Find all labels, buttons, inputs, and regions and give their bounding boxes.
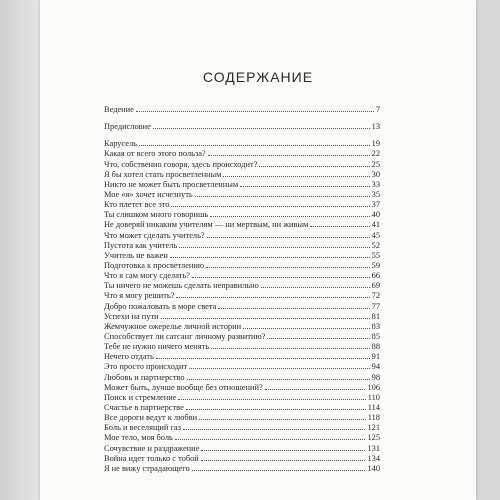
toc-entry-page: 125 bbox=[367, 433, 380, 443]
toc-entry bbox=[104, 189, 380, 199]
toc-entry bbox=[104, 260, 380, 270]
toc-entry-title: Может быть, лучше вообще без отношений? bbox=[104, 382, 263, 392]
toc-entry-page: 91 bbox=[371, 352, 380, 362]
toc-entry bbox=[104, 422, 380, 432]
toc-entry-title: Ты ничего не можешь сделать неправильно bbox=[104, 281, 259, 291]
toc-entry-page: 118 bbox=[367, 413, 380, 423]
toc-entry-page: 98 bbox=[371, 372, 380, 382]
toc-leader-dots bbox=[156, 351, 370, 359]
toc-entry-title: Поиск и стремление bbox=[104, 392, 177, 402]
toc-entry-page: 83 bbox=[371, 321, 380, 331]
toc-entry-page: 55 bbox=[371, 250, 380, 260]
toc-entry bbox=[104, 250, 380, 260]
toc-entry-title: Что может сделать учитель? bbox=[104, 230, 205, 240]
toc-entry bbox=[104, 148, 380, 158]
toc-entry-page: 7 bbox=[375, 105, 380, 114]
toc-entry-title: Карусель bbox=[104, 139, 137, 149]
toc-leader-dots bbox=[223, 169, 369, 177]
toc-entry-page: 88 bbox=[371, 342, 380, 352]
toc-entry-title: Мое тело, моя боль bbox=[104, 433, 173, 443]
toc-leader-dots bbox=[189, 361, 369, 369]
toc-entry-page: 77 bbox=[371, 301, 380, 311]
toc-entry-page: 81 bbox=[371, 311, 380, 321]
toc-leader-dots bbox=[175, 432, 366, 440]
toc-entry bbox=[104, 453, 380, 463]
toc-entry-title: Любовь и партнерство bbox=[104, 372, 185, 382]
toc-entry bbox=[104, 219, 380, 229]
toc-entry-page: 52 bbox=[371, 240, 380, 250]
toc-leader-dots bbox=[183, 422, 366, 430]
toc-entry-page: 72 bbox=[371, 291, 380, 301]
toc-entry-page: 13 bbox=[371, 122, 380, 132]
toc-entry bbox=[104, 331, 380, 341]
toc-entry-page: 114 bbox=[367, 402, 380, 412]
toc-leader-dots bbox=[201, 453, 366, 461]
toc-entry-title: Ты слишком много говоришь bbox=[104, 210, 209, 220]
toc-entry-title: Никто не может быть просветленным bbox=[104, 179, 239, 189]
toc-leader-dots bbox=[179, 240, 369, 248]
toc-entry-page: 59 bbox=[371, 260, 380, 270]
toc-entry-page: 22 bbox=[371, 149, 380, 159]
toc-entry-page: 19 bbox=[371, 139, 380, 149]
toc-leader-dots bbox=[195, 189, 370, 197]
book-spine-shadow bbox=[0, 0, 40, 500]
toc-entry-title: Кто плетет все это bbox=[104, 200, 170, 210]
toc-entry bbox=[104, 311, 380, 321]
toc-entry bbox=[104, 104, 380, 114]
toc-leader-dots bbox=[192, 270, 370, 278]
toc-leader-dots bbox=[265, 382, 366, 390]
toc-entry-page: 94 bbox=[371, 362, 380, 372]
toc-entry-title: Учитель не важен bbox=[104, 250, 168, 260]
toc-entry-page: 140 bbox=[367, 463, 380, 473]
toc-entry-title: Не доверяй никаким учителям — ни мертвым, ни живым bbox=[104, 220, 309, 230]
toc-entry bbox=[104, 341, 380, 351]
toc-entry-title: Нечего отдать bbox=[104, 352, 154, 362]
toc-entry bbox=[104, 290, 380, 300]
toc-entry-title: Тебе не нужно ничего менять bbox=[104, 342, 210, 352]
toc-entry bbox=[104, 209, 380, 219]
toc-entry-page: 30 bbox=[371, 169, 380, 179]
toc-entry bbox=[104, 280, 380, 290]
toc-leader-dots bbox=[240, 179, 369, 187]
toc-entry bbox=[104, 412, 380, 422]
toc-entry bbox=[104, 240, 380, 250]
toc-entry-title: Что я могу решить? bbox=[104, 291, 175, 301]
toc-entry-title: Это просто происходит bbox=[104, 362, 188, 372]
table-of-contents bbox=[104, 104, 380, 473]
toc-entry-page: 110 bbox=[367, 392, 380, 402]
toc-leader-dots bbox=[218, 301, 369, 309]
toc-leader-dots bbox=[207, 230, 370, 238]
toc-entry bbox=[104, 402, 380, 412]
toc-entry bbox=[104, 321, 380, 331]
toc-leader-dots bbox=[267, 331, 369, 339]
toc-entry bbox=[104, 432, 380, 442]
toc-entry-page: 85 bbox=[371, 331, 380, 341]
toc-leader-dots bbox=[208, 148, 370, 156]
toc-entry bbox=[104, 270, 380, 280]
toc-entry bbox=[104, 199, 380, 209]
toc-entry bbox=[104, 382, 380, 392]
toc-entry-title: Какая от всего этого польза? bbox=[104, 149, 206, 159]
toc-entry-title: Пустота как учитель bbox=[104, 240, 178, 250]
toc-entry-page: 45 bbox=[371, 230, 380, 240]
toc-entry-title: Что я сам могу сделать? bbox=[104, 271, 190, 281]
toc-leader-dots bbox=[187, 372, 370, 380]
toc-leader-dots bbox=[170, 250, 370, 258]
toc-entry-page: 33 bbox=[371, 179, 380, 189]
toc-entry bbox=[104, 463, 380, 473]
toc-leader-dots bbox=[186, 402, 366, 410]
toc-entry-page: 131 bbox=[367, 443, 380, 453]
toc-entry bbox=[104, 372, 380, 382]
toc-entry-page: 37 bbox=[371, 200, 380, 210]
toc-leader-dots bbox=[176, 290, 369, 298]
toc-leader-dots bbox=[199, 412, 366, 420]
toc-entry bbox=[104, 392, 380, 402]
toc-leader-dots bbox=[243, 321, 370, 329]
toc-entry bbox=[104, 443, 380, 453]
toc-entry-title: Что, собственно говоря, здесь происходит? bbox=[104, 159, 258, 169]
toc-entry-title: Жемчужное ожерелье личной истории bbox=[104, 321, 242, 331]
toc-entry-title: Я не вижу страдающего bbox=[104, 463, 190, 473]
toc-entry-title: Добро пожаловать в море света bbox=[104, 301, 217, 311]
toc-entry-title: Мое «я» хочет исчезнуть bbox=[104, 189, 193, 199]
toc-entry-title: Способствует ли сатсанг личному развитию? bbox=[104, 331, 266, 341]
toc-leader-dots bbox=[310, 219, 369, 227]
toc-leader-dots bbox=[153, 121, 370, 129]
toc-entry bbox=[104, 159, 380, 169]
toc-entry-page: 66 bbox=[371, 271, 380, 281]
toc-leader-dots bbox=[192, 463, 366, 471]
toc-entry-title: Предисловие bbox=[104, 122, 151, 132]
toc-entry bbox=[104, 169, 380, 179]
toc-entry-page: 106 bbox=[367, 382, 380, 392]
toc-entry bbox=[104, 301, 380, 311]
toc-entry-page: 40 bbox=[371, 210, 380, 220]
toc-leader-dots bbox=[178, 392, 365, 400]
toc-leader-dots bbox=[201, 443, 365, 451]
toc-entry-title: Подготовка к просветлению bbox=[104, 260, 205, 270]
page-title: СОДЕРЖАНИЕ bbox=[202, 69, 314, 85]
toc-leader-dots bbox=[171, 199, 369, 207]
toc-entry-page: 25 bbox=[371, 159, 380, 169]
toc-entry-page: 134 bbox=[367, 453, 380, 463]
toc-entry-title: Сочувствие и раздражение bbox=[104, 443, 200, 453]
toc-entry-title: Я бы хотел стать просветленным bbox=[104, 169, 222, 179]
toc-entry bbox=[104, 138, 380, 148]
toc-entry bbox=[104, 230, 380, 240]
toc-leader-dots bbox=[161, 311, 370, 319]
toc-entry-title: Боль и веселящий газ bbox=[104, 423, 181, 433]
toc-entry-title: Ведение bbox=[104, 105, 134, 114]
toc-entry-title: Все дороги ведут к любви bbox=[104, 413, 198, 423]
toc-entry-title: Успехи на пути bbox=[104, 311, 159, 321]
toc-leader-dots bbox=[206, 260, 369, 268]
toc-leader-dots bbox=[261, 280, 370, 288]
toc-entry-page: 35 bbox=[371, 189, 380, 199]
toc-entry bbox=[104, 351, 380, 361]
toc-leader-dots bbox=[211, 341, 370, 349]
toc-entry bbox=[104, 361, 380, 371]
toc-leader-dots bbox=[139, 138, 370, 146]
toc-entry-page: 121 bbox=[367, 423, 380, 433]
toc-leader-dots bbox=[210, 209, 369, 217]
toc-entry bbox=[104, 179, 380, 189]
toc-entry bbox=[104, 121, 380, 131]
toc-entry-title: Счастье в партнерстве bbox=[104, 402, 184, 412]
toc-leader-dots bbox=[136, 104, 374, 112]
toc-entry-title: Война идет только с тобой bbox=[104, 453, 199, 463]
toc-entry-page: 69 bbox=[371, 281, 380, 291]
toc-leader-dots bbox=[259, 159, 369, 167]
toc-entry-page: 41 bbox=[371, 220, 380, 230]
